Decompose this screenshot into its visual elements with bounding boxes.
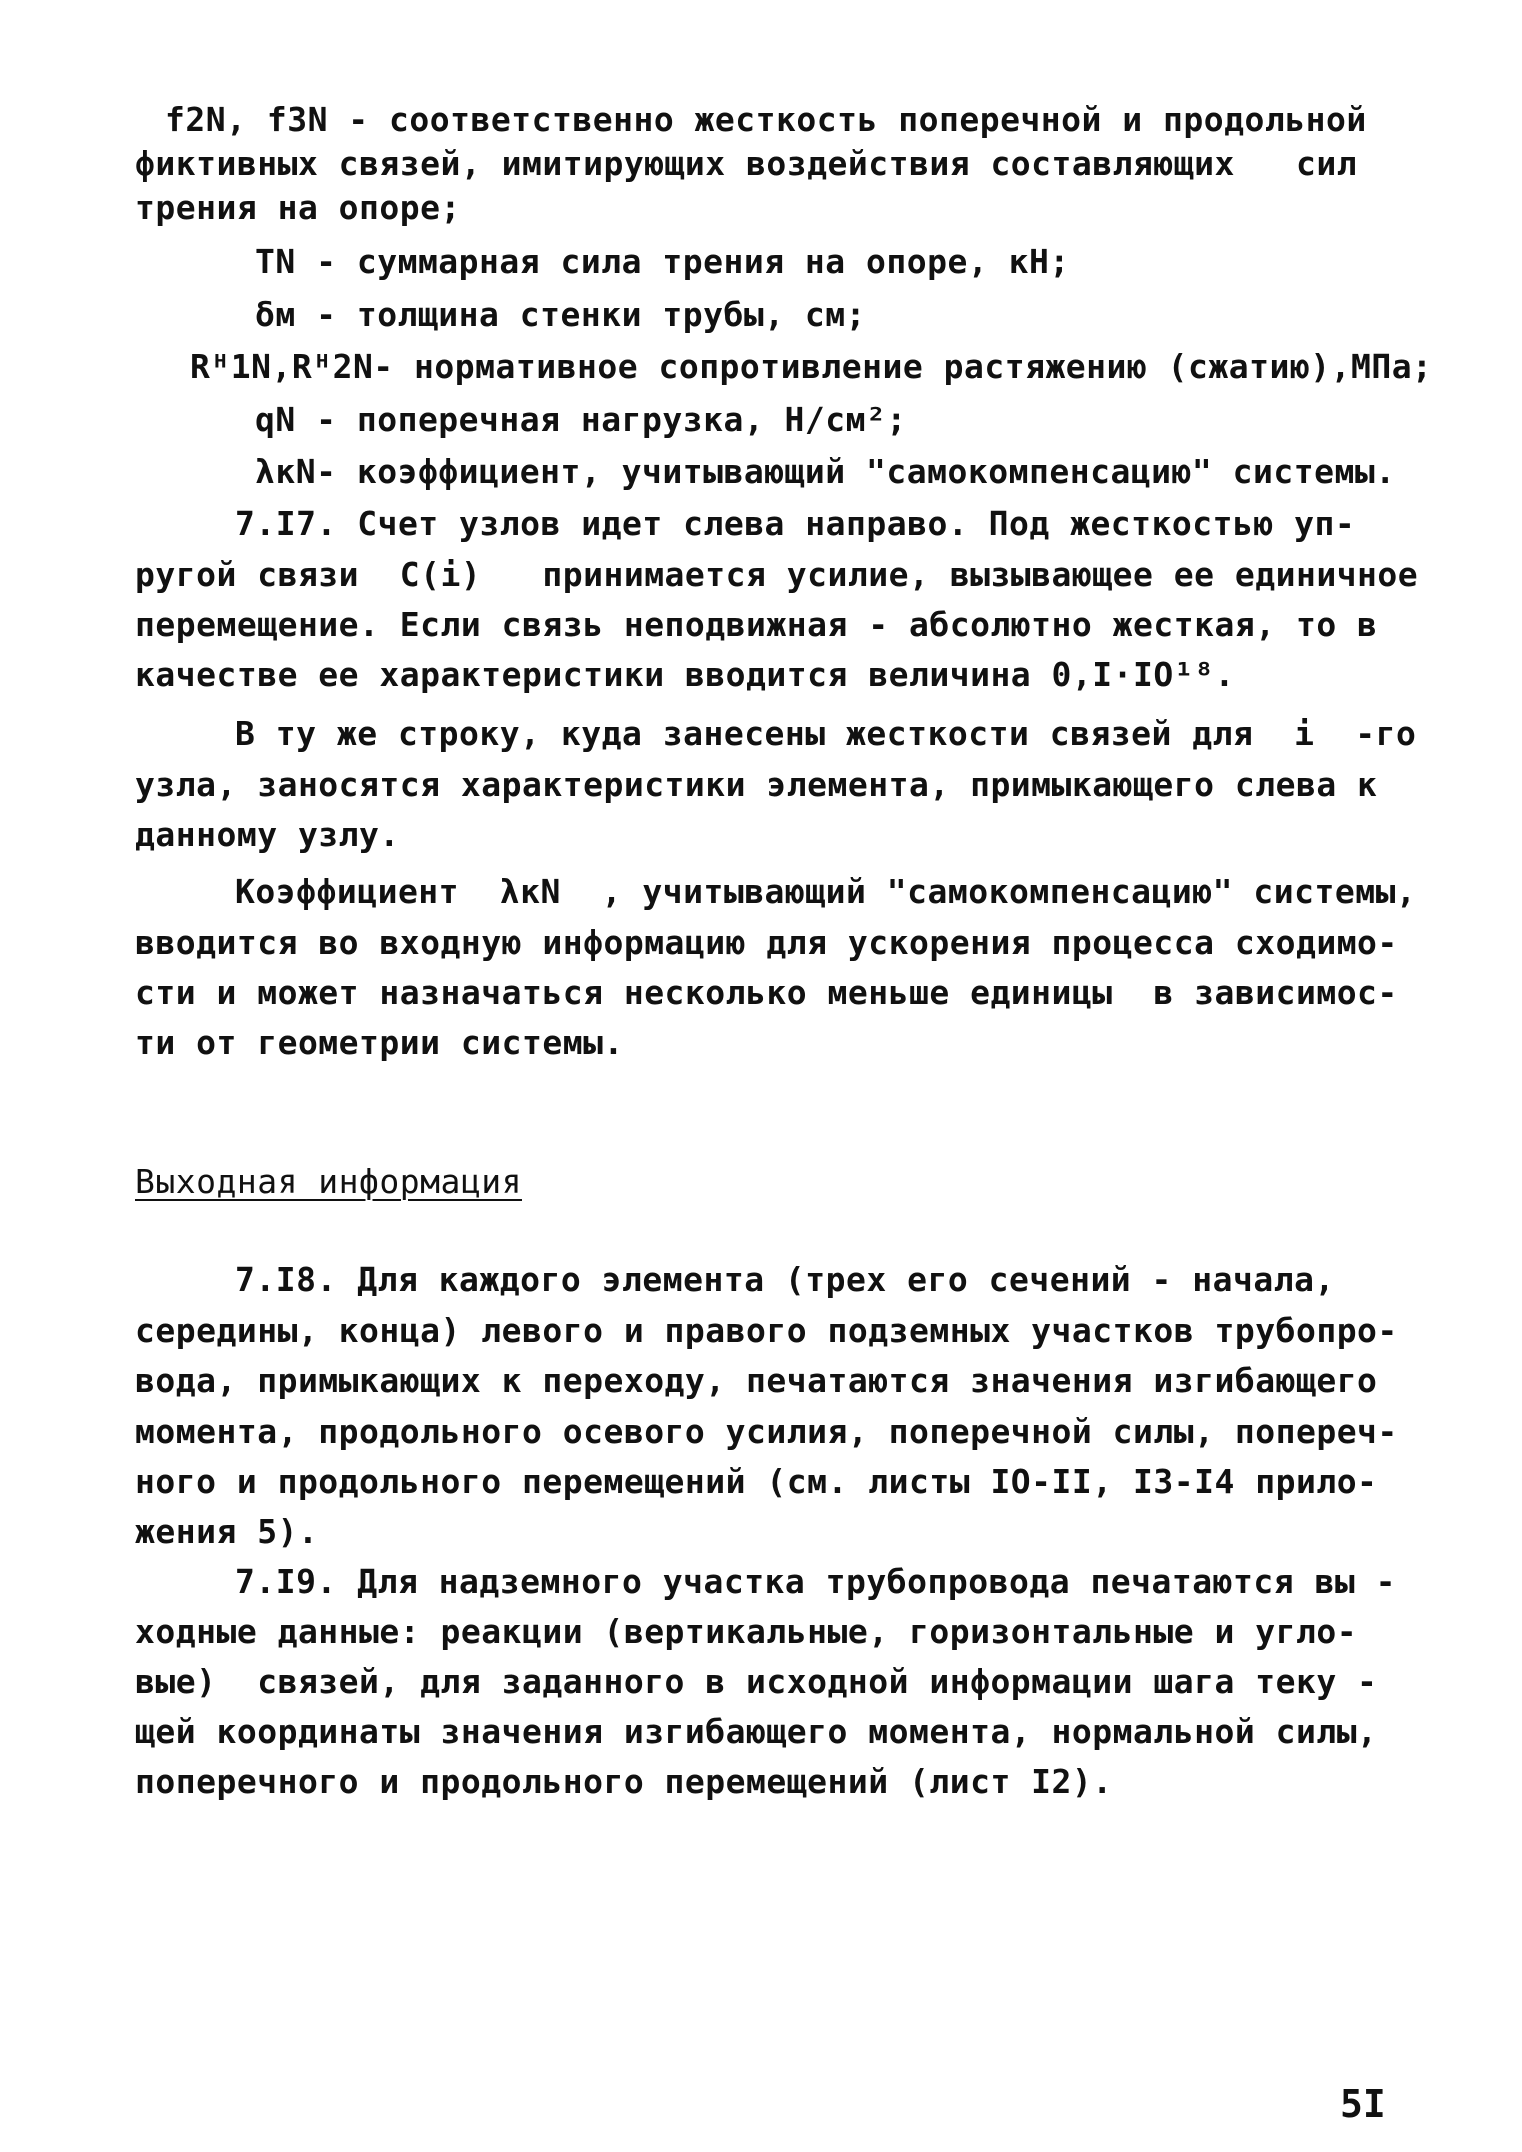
paragraph-7-17c-line: сти и может назначаться несколько меньше единицы в зависимос-	[135, 973, 1398, 1012]
paragraph-7-17c-line: Коэффициент λкN , учитывающий "самокомпенсацию" системы,	[235, 872, 1417, 911]
paragraph-7-17-line: 7.I7. Счет узлов идет слева направо. Под жесткостью уп-	[235, 504, 1356, 543]
paragraph-7-17-line: перемещение. Если связь неподвижная - абсолютно жесткая, то в	[135, 605, 1378, 644]
paragraph-7-19-line: вые) связей, для заданного в исходной информации шага теку -	[135, 1662, 1378, 1701]
paragraph-7-18-line: жения 5).	[135, 1512, 319, 1551]
paragraph-7-17b-line: В ту же строку, куда занесены жесткости связей для i -го	[235, 714, 1417, 753]
paragraph-7-19-line: щей координаты значения изгибающего момента, нормальной силы,	[135, 1712, 1378, 1751]
paragraph-7-17c-line: вводится во входную информацию для ускорения процесса сходимо-	[135, 923, 1398, 962]
paragraph-7-19-line: ходные данные: реакции (вертикальные, горизонтальные и угло-	[135, 1612, 1358, 1651]
section-heading: Выходная информация	[135, 1162, 522, 1201]
paragraph-7-17-line: ругой связи C(i) принимается усилие, вызывающее ее единичное	[135, 555, 1419, 594]
paragraph-7-17-line: качестве ее характеристики вводится величина 0,I·IO¹⁸.	[135, 655, 1235, 694]
definition-line-r: Rᴴ1N,Rᴴ2N- нормативное сопротивление растяжению (сжатию),МПа;	[190, 347, 1433, 386]
page-number: 5I	[1340, 2082, 1386, 2126]
definition-line-delta: δм - толщина стенки трубы, см;	[255, 295, 867, 334]
definition-line-q: qN - поперечная нагрузка, Н/см²;	[255, 400, 907, 439]
paragraph-7-18-line: момента, продольного осевого усилия, поперечной силы, попереч-	[135, 1412, 1398, 1451]
paragraph-7-18-line: ного и продольного перемещений (см. листы IO-II, I3-I4 прило-	[135, 1462, 1378, 1501]
definition-line-f2n: f2N, f3N - соответственно жесткость поперечной и продольной	[165, 100, 1367, 139]
definition-line: фиктивных связей, имитирующих воздействия составляющих сил	[135, 144, 1358, 183]
definition-line: трения на опоре;	[135, 188, 461, 227]
definition-line-lambda: λкN- коэффициент, учитывающий "самокомпенсацию" системы.	[255, 452, 1396, 491]
paragraph-7-17b-line: данному узлу.	[135, 815, 400, 854]
paragraph-7-18-line: вода, примыкающих к переходу, печатаются значения изгибающего	[135, 1361, 1378, 1400]
paragraph-7-19-line: поперечного и продольного перемещений (лист I2).	[135, 1762, 1113, 1801]
paragraph-7-18-line: 7.I8. Для каждого элемента (трех его сечений - начала,	[235, 1260, 1335, 1299]
paragraph-7-17b-line: узла, заносятся характеристики элемента, примыкающего слева к	[135, 765, 1378, 804]
paragraph-7-17c-line: ти от геометрии системы.	[135, 1023, 624, 1062]
paragraph-7-19-line: 7.I9. Для надземного участка трубопровода печатаются вы -	[235, 1562, 1396, 1601]
paragraph-7-18-line: середины, конца) левого и правого подземных участков трубопро-	[135, 1311, 1398, 1350]
definition-line-tn: TN - суммарная сила трения на опоре, кН;	[255, 242, 1070, 281]
